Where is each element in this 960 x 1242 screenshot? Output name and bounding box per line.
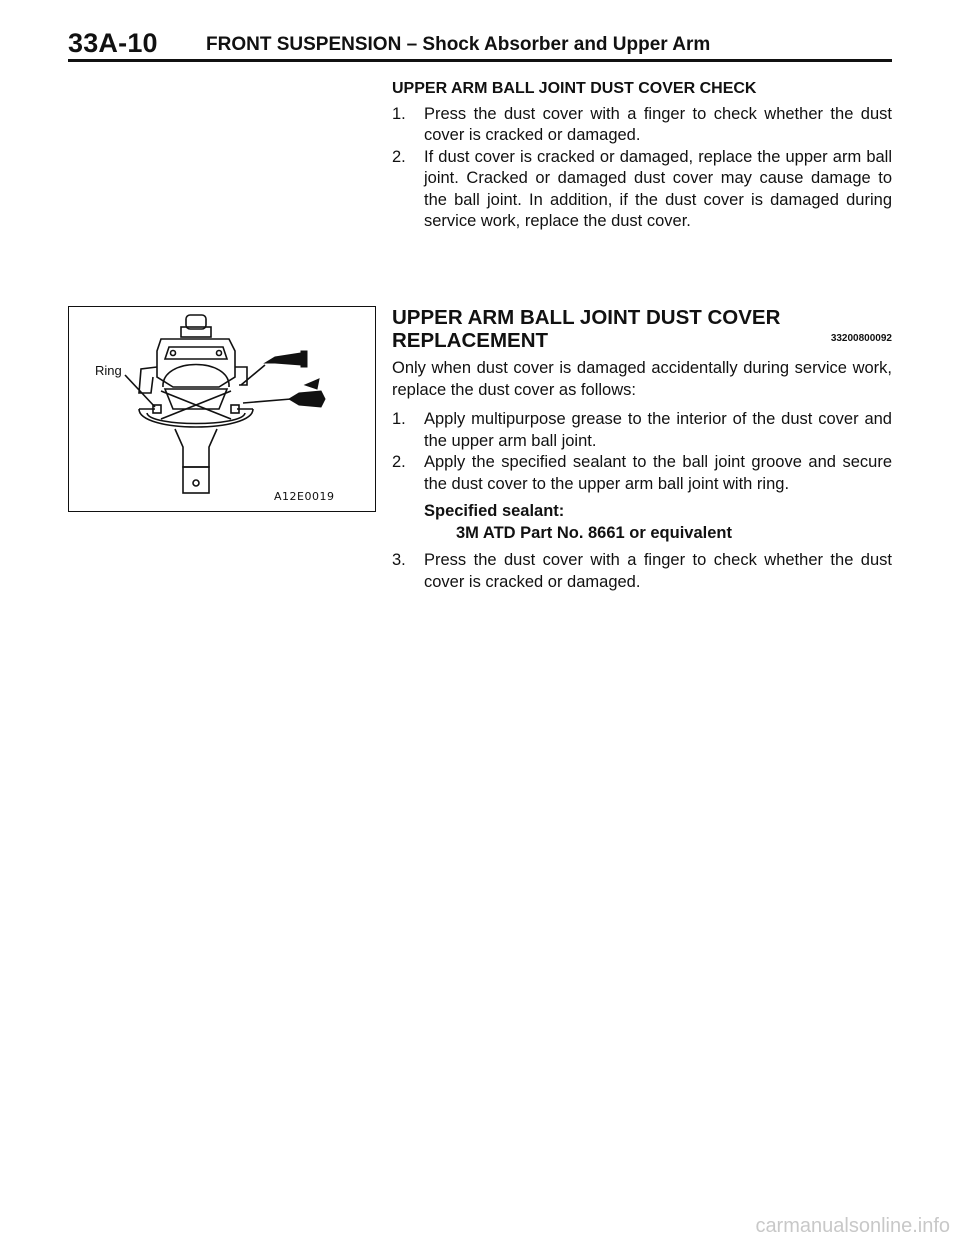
spec-value: 3M ATD Part No. 8661 or equivalent <box>456 523 732 542</box>
step-number: 1. <box>392 104 406 123</box>
step-number: 1. <box>392 410 406 428</box>
step-text: Apply multipurpose grease to the interior of the dust cover and the upper arm ball joint. <box>424 410 892 450</box>
step-text: Press the dust cover with a finger to check whether the dust cover is cracked or damaged. <box>424 551 892 591</box>
figure-dust-cover <box>68 306 376 512</box>
step-text: If dust cover is cracked or damaged, replace the upper arm ball joint. Cracked or damaged dust cover may cause damage to the ball joint. In addition, if the dust cover is damaged during service work, replace the dust cover. <box>424 147 892 230</box>
title-line-2: REPLACEMENT <box>392 329 549 352</box>
check-step-2 <box>392 147 892 233</box>
spec-label: Specified sealant: <box>424 502 565 520</box>
check-step-1 <box>392 104 892 147</box>
step-number: 3. <box>392 551 406 569</box>
ball-joint-illustration <box>69 307 375 511</box>
section-code: 33200800092 <box>830 333 892 344</box>
replace-step-2 <box>392 452 892 495</box>
page-number: 33A-10 <box>68 28 158 58</box>
section-check-title: UPPER ARM BALL JOINT DUST COVER CHECK <box>392 80 757 97</box>
step-number: 2. <box>392 453 406 471</box>
footer-watermark[interactable]: carmanualsonline.info <box>755 1215 950 1237</box>
figure-id: A12E0019 <box>274 490 335 503</box>
section-dust-cover-replacement <box>392 306 892 593</box>
check-steps-list <box>392 104 892 233</box>
intro-paragraph: Only when dust cover is damaged accidentally during service work, replace the dust cover as follows: <box>392 359 892 399</box>
step-text: Press the dust cover with a finger to check whether the dust cover is cracked or damaged. <box>424 104 892 144</box>
replacement-steps-list <box>392 409 892 495</box>
section-replace-title <box>392 306 892 352</box>
header-rule <box>68 59 892 62</box>
ring-label: Ring <box>95 363 122 378</box>
replacement-steps-list-continued <box>392 550 892 593</box>
step-text: Apply the specified sealant to the ball joint groove and secure the dust cover to the upper arm ball joint with ring. <box>424 453 892 493</box>
section-dust-cover-check <box>392 78 892 233</box>
replace-step-1 <box>392 409 892 452</box>
title-line-1: UPPER ARM BALL JOINT DUST COVER <box>392 306 781 329</box>
step-number: 2. <box>392 147 406 166</box>
replace-step-3 <box>392 550 892 593</box>
header-title: FRONT SUSPENSION – Shock Absorber and Upper Arm <box>206 34 711 55</box>
